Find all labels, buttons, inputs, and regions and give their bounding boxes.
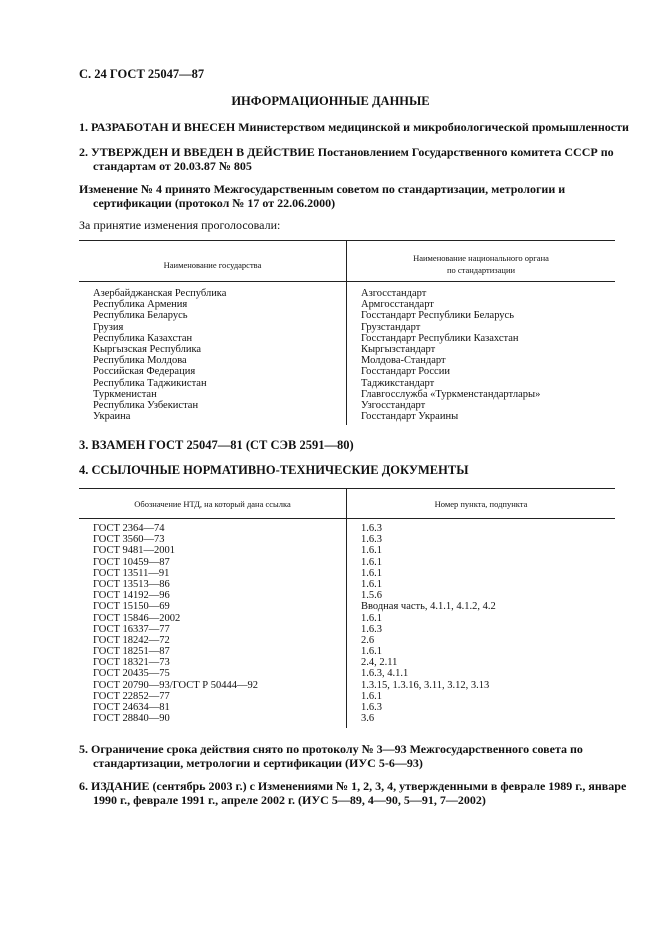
state-name: Грузия: [93, 321, 124, 333]
item-1-lead: РАЗРАБОТАН И ВНЕСЕН: [91, 120, 236, 134]
reference-doc: ГОСТ 14192—96: [93, 590, 170, 602]
state-name: Украина: [93, 411, 131, 423]
state-name: Республика Узбекистан: [93, 399, 199, 411]
table-header-clause: Номер пункта, подпункта: [434, 499, 528, 509]
standards-body: Таджикстандарт: [361, 377, 435, 389]
reference-doc: ГОСТ 28840—90: [93, 713, 170, 725]
table-rule: [79, 518, 615, 519]
reference-doc: ГОСТ 15150—69: [93, 601, 170, 613]
page-header: С. 24 ГОСТ 25047—87: [79, 67, 205, 81]
reference-doc: ГОСТ 16337—77: [93, 623, 170, 635]
state-name: Республика Беларусь: [93, 310, 188, 322]
state-name: Республика Армения: [93, 299, 188, 311]
standards-body: Азгосстандарт: [361, 288, 427, 299]
reference-doc: ГОСТ 18251—87: [93, 646, 170, 658]
reference-doc: ГОСТ 10459—87: [93, 556, 170, 568]
table-rule: [79, 240, 615, 241]
clause-ref: 2.6: [361, 634, 375, 646]
standards-body: Госстандарт России: [361, 366, 450, 378]
table-rule: [79, 281, 615, 282]
item-4-text: ССЫЛОЧНЫЕ НОРМАТИВНО-ТЕХНИЧЕСКИЕ ДОКУМЕНТЫ: [91, 463, 469, 477]
item-2-text: Постановлением Государственного комитета СССР по стандартам от 20.03.87 № 805: [93, 145, 614, 173]
item-3-number: 3.: [79, 438, 89, 452]
standards-body: Кыргызстандарт: [361, 343, 436, 355]
table-divider: [346, 488, 347, 728]
table-rule: [79, 488, 615, 489]
table-header-state: Наименование государства: [163, 260, 262, 270]
item-5-number: 5.: [79, 742, 88, 756]
state-name: Туркменистан: [93, 388, 157, 400]
clause-ref: 1.6.1: [361, 578, 382, 590]
state-name: Республика Таджикистан: [93, 377, 207, 389]
clause-ref: 1.6.1: [361, 612, 382, 624]
clause-ref: 1.6.1: [361, 567, 382, 579]
clause-ref: 1.6.1: [361, 690, 382, 702]
reference-doc: ГОСТ 22852—77: [93, 690, 170, 702]
standards-body: Госстандарт Украины: [361, 411, 459, 423]
reference-doc: ГОСТ 9481—2001: [93, 545, 176, 557]
clause-ref: 1.6.3: [361, 534, 382, 546]
table-header-body-line1: Наименование национального органа: [413, 253, 549, 263]
item-3-text: ВЗАМЕН ГОСТ 25047—81 (СТ СЭВ 2591—80): [91, 438, 354, 452]
clause-ref: 1.5.6: [361, 590, 382, 602]
standards-body: Армгосстандарт: [361, 299, 434, 311]
clause-ref: Вводная часть, 4.1.1, 4.1.2, 4.2: [361, 601, 496, 613]
clause-ref: 2.4, 2.11: [361, 657, 398, 669]
change-note-text: принято Межгосударственным советом по стандартизации, метрологии и сертификации (протокол № 17 от 22.06.2000): [93, 182, 566, 210]
item-1-number: 1.: [79, 120, 88, 134]
page-title: ИНФОРМАЦИОННЫЕ ДАННЫЕ: [231, 94, 430, 108]
item-4-number: 4.: [79, 463, 89, 477]
item-2: [79, 145, 633, 173]
bodies-column: [361, 288, 540, 422]
standards-body: Госстандарт Республики Беларусь: [361, 310, 515, 322]
standards-body: Госстандарт Республики Казахстан: [361, 332, 519, 344]
reference-doc: ГОСТ 13511—91: [93, 567, 170, 579]
voted-label: За принятие изменения проголосовали:: [79, 218, 281, 232]
item-1: [79, 120, 633, 134]
item-4: [79, 463, 468, 478]
item-2-number: 2.: [79, 145, 88, 159]
reference-doc: ГОСТ 3560—73: [93, 534, 165, 546]
item-2-lead: УТВЕРЖДЕН И ВВЕДЕН В ДЕЙСТВИЕ: [91, 145, 315, 159]
clauses-column: [361, 523, 496, 724]
standards-body: Грузстандарт: [361, 321, 421, 333]
item-6: [79, 779, 633, 807]
clause-ref: 1.6.1: [361, 646, 382, 658]
change-note-lead: Изменение № 4: [79, 182, 162, 196]
clause-ref: 1.6.1: [361, 556, 382, 568]
states-column: [93, 288, 226, 422]
clause-ref: 1.6.1: [361, 545, 382, 557]
clause-ref: 1.6.3, 4.1.1: [361, 668, 409, 680]
standards-body: Молдова-Стандарт: [361, 355, 446, 367]
item-6-number: 6.: [79, 779, 88, 793]
item-5-text: Ограничение срока действия снято по протоколу № 3—93 Межгосударственного совета по стандартизации, метрологии и сертификации (ИУС 5-6—93): [91, 742, 583, 770]
item-5: [79, 742, 633, 770]
reference-doc: ГОСТ 2364—74: [93, 523, 165, 534]
item-6-text: ИЗДАНИЕ (сентябрь 2003 г.) с Изменениями № 1, 2, 3, 4, утвержденными в феврале 1989 г., январе 1990 г., феврале 1991 г., апреле 2002 г. (ИУС 5—89, 4—90, 5—91, 7—2002): [91, 779, 627, 807]
table-header-doc: Обозначение НТД, на который дана ссылка: [134, 499, 291, 509]
reference-doc: ГОСТ 20790—93/ГОСТ Р 50444—92: [93, 679, 259, 691]
reference-doc: ГОСТ 24634—81: [93, 702, 170, 713]
clause-ref: 1.3.15, 1.3.16, 3.11, 3.12, 3.13: [361, 679, 490, 691]
state-name: Республика Казахстан: [93, 332, 193, 344]
standards-body: Главгосслужба «Туркменстандартлары»: [361, 388, 541, 400]
reference-doc: ГОСТ 18321—73: [93, 657, 170, 669]
clause-ref: 1.6.3: [361, 523, 382, 534]
clause-ref: 3.6: [361, 713, 375, 725]
clause-ref: 1.6.3: [361, 702, 382, 713]
table-header-body-line2: по стандартизации: [446, 265, 516, 275]
state-name: Республика Молдова: [93, 355, 187, 367]
change-note: [79, 182, 633, 210]
state-name: Российская Федерация: [93, 366, 196, 378]
table-header-body: [347, 252, 615, 276]
state-name: Азербайджанская Республика: [93, 288, 227, 299]
standards-body: Узгосстандарт: [361, 399, 426, 411]
state-name: Кыргызская Республика: [93, 343, 202, 355]
clause-ref: 1.6.3: [361, 623, 382, 635]
reference-doc: ГОСТ 18242—72: [93, 634, 170, 646]
item-1-text: Министерством медицинской и микробиологической промышленности: [238, 120, 629, 134]
reference-doc: ГОСТ 15846—2002: [93, 612, 181, 624]
reference-doc: ГОСТ 20435—75: [93, 668, 170, 680]
reference-doc: ГОСТ 13513—86: [93, 578, 170, 590]
docs-column: [93, 523, 258, 724]
item-3: [79, 438, 354, 453]
